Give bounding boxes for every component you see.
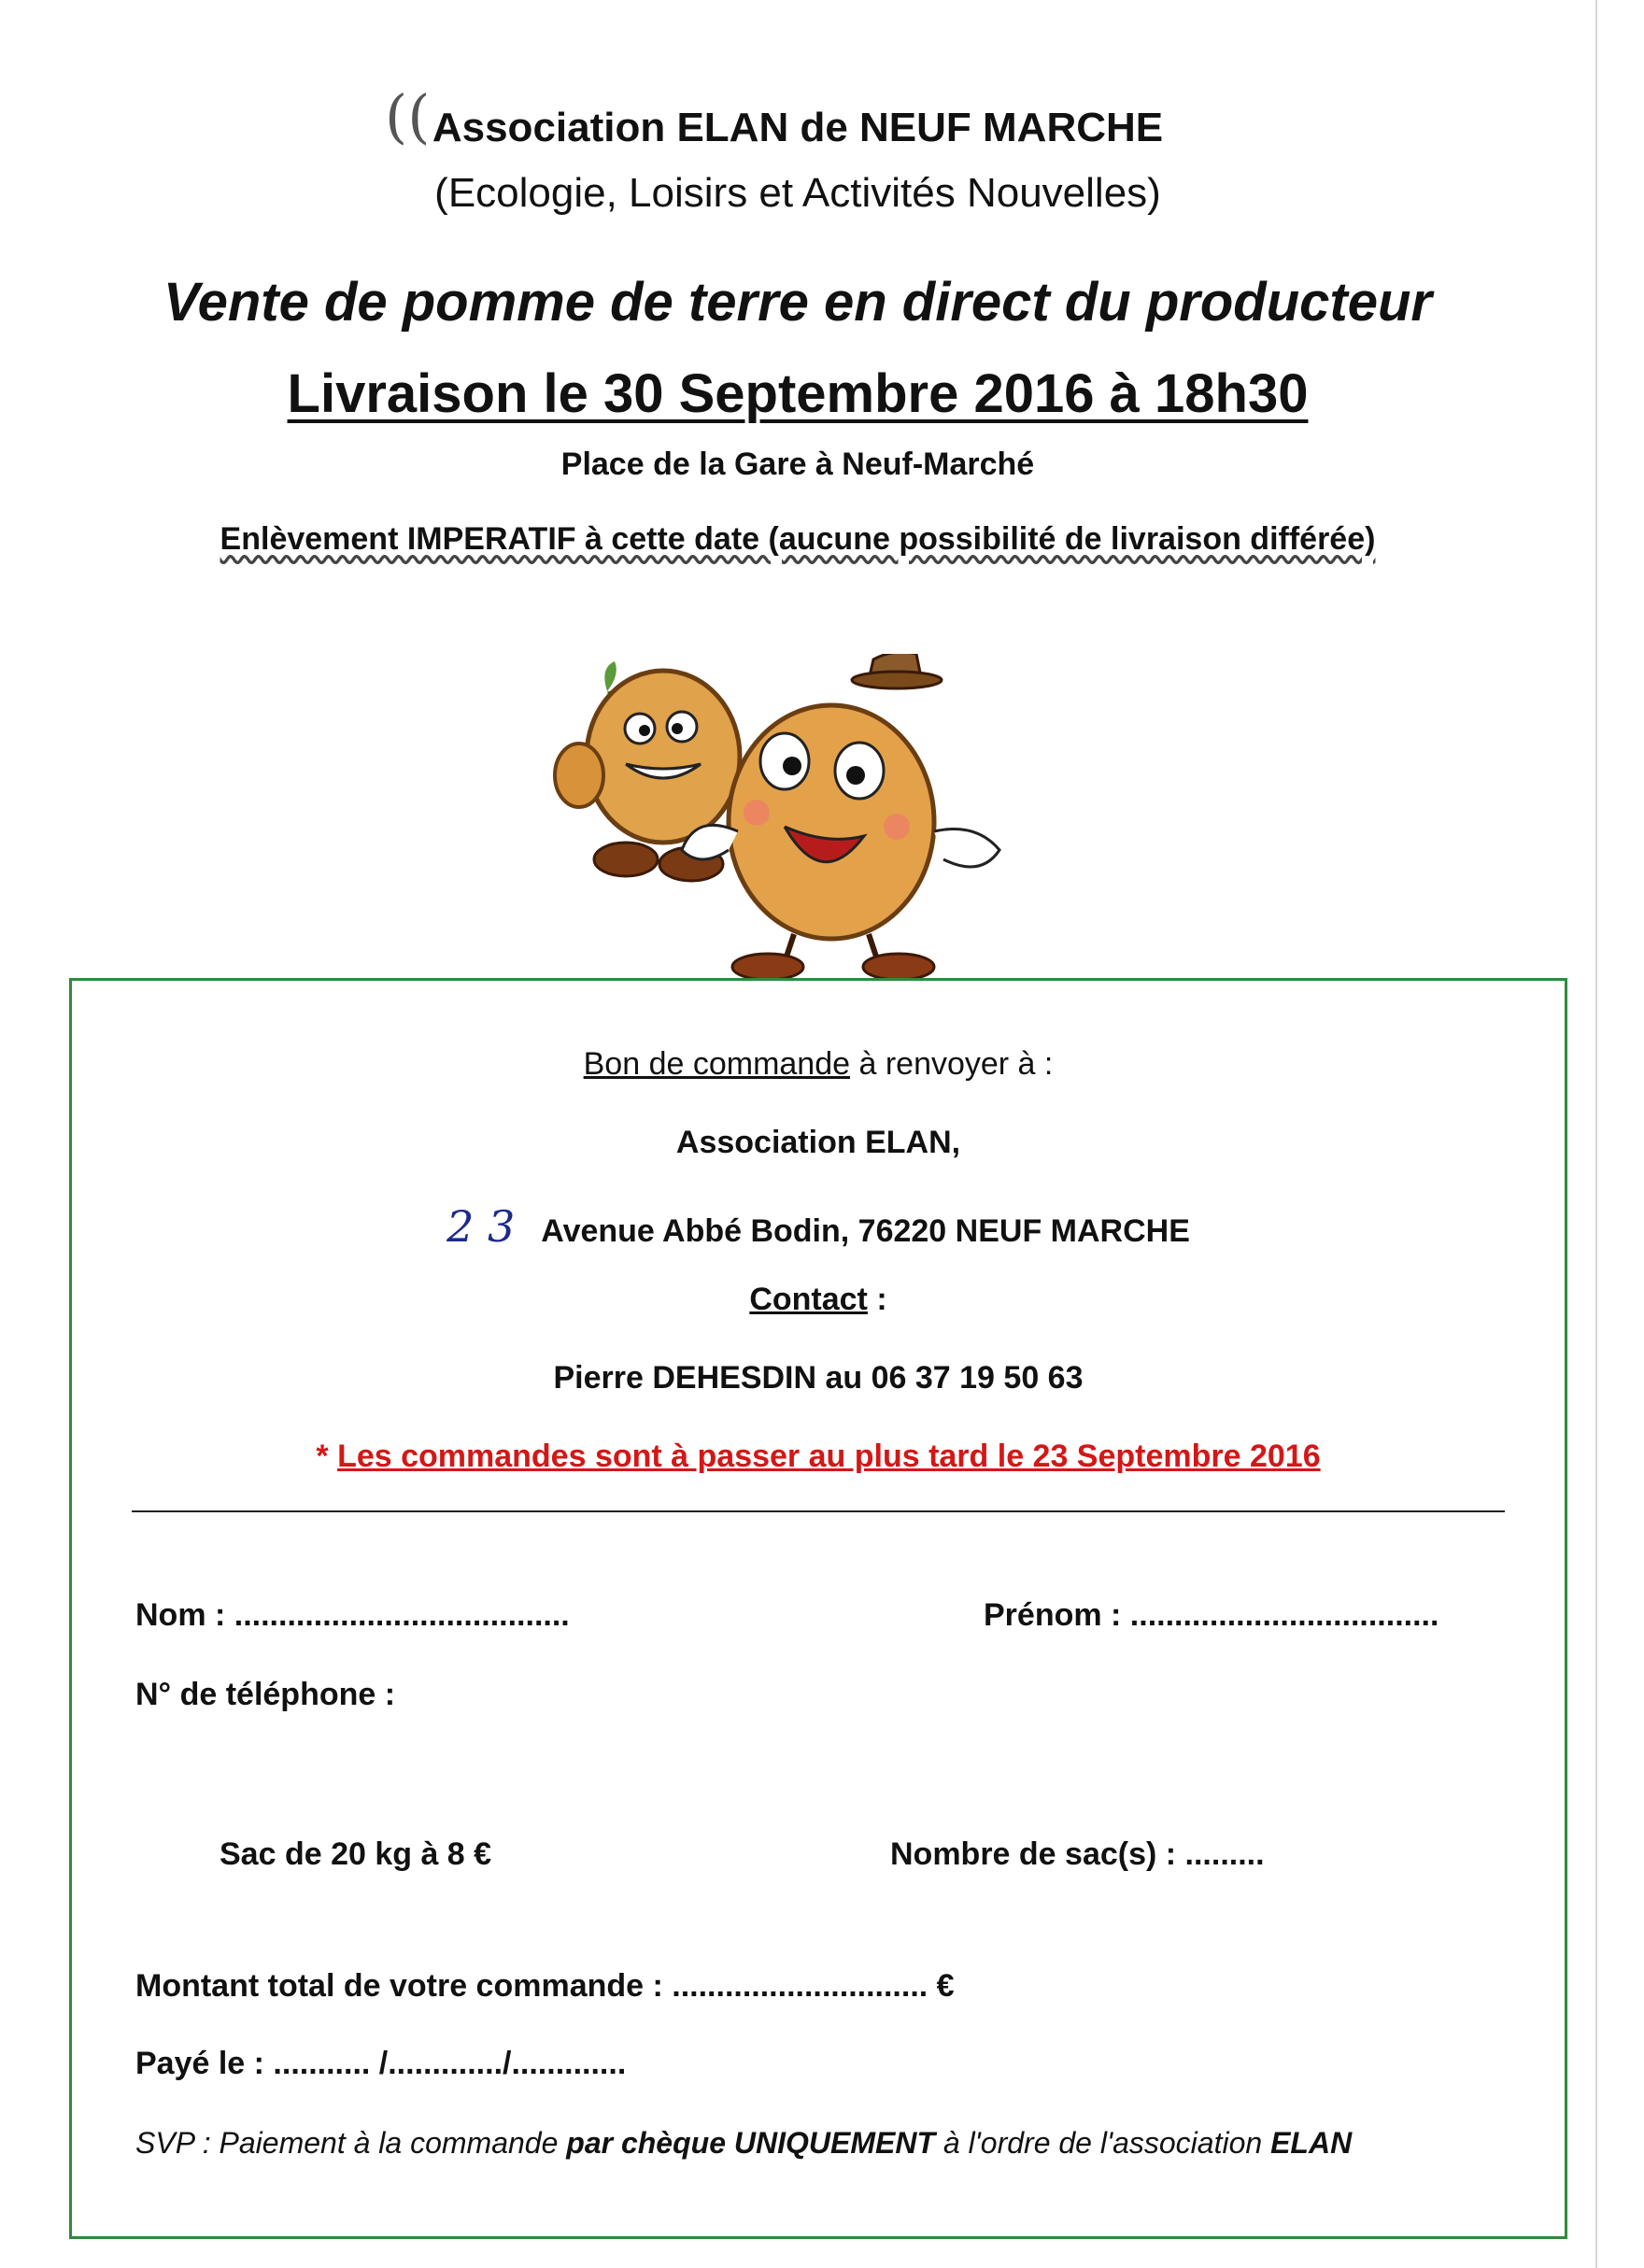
left-potato-hand: [555, 744, 603, 807]
address-line: 2 3 Avenue Abbé Bodin, 76220 NEUF MARCHE: [446, 1201, 1190, 1252]
order-deadline: * Les commandes sont à passer au plus tard le 23 Septembre 2016: [316, 1439, 1321, 1474]
left-potato-body: [587, 671, 740, 843]
sprout-icon: [604, 661, 616, 691]
contact-person: Pierre DEHESDIN au 06 37 19 50 63: [553, 1360, 1084, 1396]
bag-count-field[interactable]: Nombre de sac(s) : .........: [890, 1836, 1265, 1872]
paid-date-field[interactable]: Payé le : ........... /............./.............: [135, 2046, 627, 2081]
association-address-name: Association ELAN,: [675, 1125, 961, 1160]
page-title: Vente de pomme de terre en direct du producteur: [163, 272, 1432, 333]
payment-note: SVP : Paiement à la commande par chèque UNIQUEMENT à l'ordre de l'association ELAN: [135, 2126, 1353, 2160]
divider: [132, 1510, 1505, 1512]
delivery-date: Livraison le 30 Septembre 2016 à 18h30: [287, 363, 1309, 424]
pickup-warning: Enlèvement IMPERATIF à cette date (aucune possibilité de livraison différée): [220, 521, 1376, 557]
quote-mark: ((: [385, 82, 431, 150]
send-line: Bon de commande à renvoyer à :: [583, 1046, 1054, 1082]
total-amount-field[interactable]: Montant total de votre commande : ............................. €: [135, 1968, 955, 2004]
prenom-field[interactable]: Prénom : ...................................: [984, 1597, 1439, 1633]
glove-right: [934, 829, 999, 868]
association-name: Association ELAN de NEUF MARCHE: [432, 105, 1164, 150]
handwritten-number: 2 3: [446, 1201, 516, 1252]
potato-mascots-icon: [551, 654, 1056, 981]
association-subtitle: (Ecologie, Loisirs et Activités Nouvelles): [434, 170, 1161, 216]
bag-price: Sac de 20 kg à 8 €: [220, 1836, 492, 1872]
order-form-box: [69, 978, 1567, 2239]
telephone-field[interactable]: N° de téléphone :: [135, 1677, 396, 1712]
order-form-label: Bon de commande: [583, 1046, 851, 1082]
nom-field[interactable]: Nom : ......................................: [135, 1597, 570, 1633]
delivery-place: Place de la Gare à Neuf-Marché: [560, 447, 1035, 482]
page-edge: [1595, 0, 1597, 2268]
contact-heading: Contact :: [749, 1282, 887, 1317]
